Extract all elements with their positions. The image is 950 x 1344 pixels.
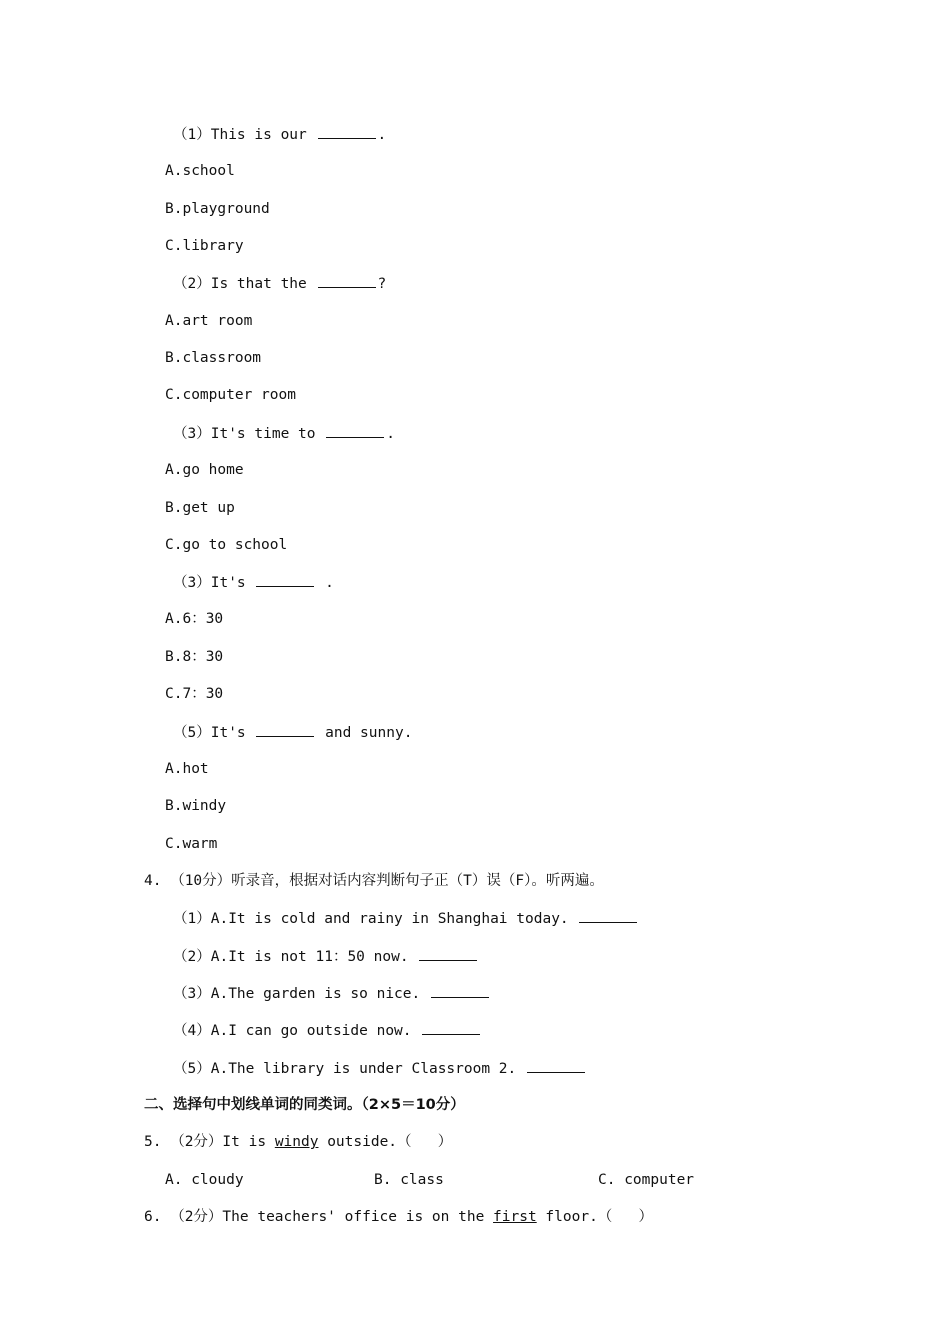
- q5-stem: [144, 1132, 452, 1152]
- q3-5-stem: [173, 722, 412, 743]
- answer-blank[interactable]: [318, 124, 376, 139]
- q5-suffix[interactable]: outside.（ ）: [318, 1134, 453, 1150]
- answer-blank[interactable]: [422, 1020, 480, 1035]
- q6-stem: [144, 1207, 653, 1227]
- answer-blank[interactable]: [326, 423, 384, 438]
- q4-item-2: [173, 946, 479, 967]
- q3-3-prefix: （3）It's time to: [173, 426, 325, 442]
- q3-4-stem: [173, 572, 334, 593]
- section-2-title: 二、选择句中划线单词的同类词。（2×5＝10分）: [144, 1097, 465, 1113]
- answer-blank[interactable]: [419, 946, 477, 961]
- q3-2-stem: [173, 273, 386, 294]
- q3-3-option-b[interactable]: B.get up: [165, 500, 235, 516]
- q4-item-5: [173, 1058, 587, 1079]
- q4-item-4-text: （4）A.I can go outside now.: [173, 1023, 412, 1039]
- q3-3-option-c[interactable]: C.go to school: [165, 537, 288, 553]
- q3-2-option-c[interactable]: C.computer room: [165, 387, 296, 403]
- q3-5-option-c[interactable]: C.warm: [165, 836, 218, 852]
- q4-item-3-text: （3）A.The garden is so nice.: [173, 986, 421, 1002]
- q3-3-stem: [173, 423, 395, 444]
- answer-blank[interactable]: [579, 908, 637, 923]
- answer-blank[interactable]: [431, 983, 489, 998]
- q3-1-prefix: （1）This is our: [173, 127, 316, 143]
- q4-title: 4. （10分）听录音，根据对话内容判断句子正（T）误（F）。听两遍。: [144, 873, 604, 889]
- q3-4-prefix: （3）It's: [173, 575, 255, 591]
- q3-2-option-a[interactable]: A.art room: [165, 313, 253, 329]
- q3-1-stem: [173, 124, 386, 145]
- answer-blank[interactable]: [256, 572, 314, 587]
- q3-5-option-a[interactable]: A.hot: [165, 761, 209, 777]
- q3-1-option-a[interactable]: A.school: [165, 163, 235, 179]
- q5-option-a[interactable]: A. cloudy: [165, 1172, 244, 1188]
- answer-blank[interactable]: [318, 273, 376, 288]
- q3-3-option-a[interactable]: A.go home: [165, 462, 244, 478]
- q3-1-option-b[interactable]: B.playground: [165, 201, 270, 217]
- q3-5-option-b[interactable]: B.windy: [165, 798, 227, 814]
- q5-prefix: 5. （2分）It is: [144, 1134, 275, 1150]
- q3-2-prefix: （2）Is that the: [173, 276, 316, 292]
- answer-blank[interactable]: [527, 1058, 585, 1073]
- q6-underlined-word: first: [493, 1209, 537, 1225]
- q5-option-c[interactable]: C. computer: [598, 1172, 695, 1188]
- q3-5-suffix: and sunny.: [316, 725, 413, 741]
- q4-item-1: [173, 908, 639, 929]
- q3-5-prefix: （5）It's: [173, 725, 255, 741]
- q3-1-suffix: .: [377, 127, 387, 143]
- q5-option-b[interactable]: B. class: [374, 1172, 444, 1188]
- q4-item-1-text: （1）A.It is cold and rainy in Shanghai today.: [173, 911, 569, 927]
- q3-4-option-b[interactable]: B.8：30: [165, 649, 224, 665]
- answer-blank[interactable]: [256, 722, 314, 737]
- q3-4-option-c[interactable]: C.7：30: [165, 686, 224, 702]
- q3-2-option-b[interactable]: B.classroom: [165, 350, 262, 366]
- q3-4-suffix: .: [316, 575, 334, 591]
- q5-underlined-word: windy: [274, 1134, 319, 1150]
- q6-prefix: 6. （2分）The teachers' office is on the: [144, 1209, 494, 1225]
- q6-suffix[interactable]: floor.（ ）: [536, 1209, 654, 1225]
- q4-item-4: [173, 1020, 482, 1041]
- q3-1-option-c[interactable]: C.library: [165, 238, 244, 254]
- q4-item-5-text: （5）A.The library is under Classroom 2.: [173, 1061, 517, 1077]
- q4-item-2-text: （2）A.It is not 11：50 now.: [173, 949, 409, 965]
- q3-2-suffix: ?: [377, 276, 387, 292]
- q3-3-suffix: .: [386, 426, 395, 442]
- q4-item-3: [173, 983, 491, 1004]
- q3-4-option-a[interactable]: A.6：30: [165, 611, 224, 627]
